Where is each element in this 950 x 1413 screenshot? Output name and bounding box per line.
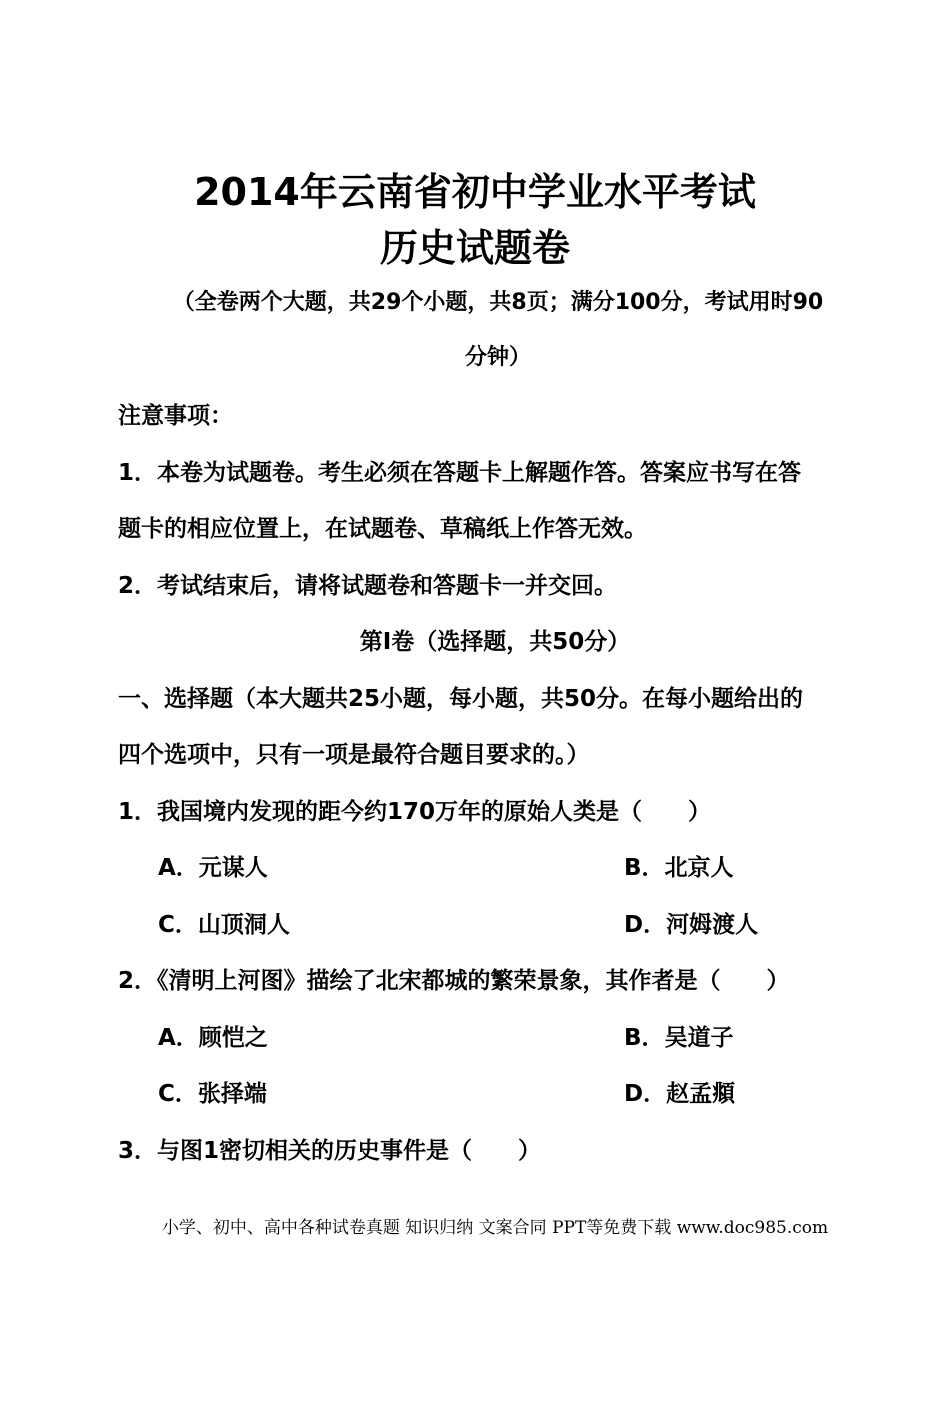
notice-item-1-line2: 题卡的相应位置上，在试题卷、草稿纸上作答无效。 [118, 516, 647, 542]
question-2-option-b: B．吴道子 [624, 1025, 734, 1051]
question-1-option-d: D．河姆渡人 [624, 912, 759, 938]
exam-info-line2: 分钟） [464, 345, 531, 370]
exam-info-line1: （全卷两个大题，共29个小题，共8页；满分100分，考试用时90 [172, 290, 824, 315]
exam-subject-title: 历史试题卷 [379, 226, 570, 270]
question-1-option-c: C．山顶洞人 [158, 912, 290, 938]
notice-heading: 注意事项： [118, 403, 233, 429]
question-1-option-a: A．元谋人 [158, 855, 268, 881]
question-2-option-d: D．赵孟頫 [624, 1081, 736, 1107]
footer-promo-text: 小学、初中、高中各种试卷真题 知识归纳 文案合同 PPT等免费下载 www.doc985.com [161, 1218, 829, 1238]
part-instruction-line1: 一、选择题（本大题共25小题，每小题，共50分。在每小题给出的 [118, 686, 804, 712]
question-3-stem: 3．与图1密切相关的历史事件是（ ） [118, 1138, 542, 1164]
question-2-option-a: A．顾恺之 [158, 1025, 268, 1051]
question-1-option-b: B．北京人 [624, 855, 734, 881]
notice-item-1-line1: 1．本卷为试题卷。考生必须在答题卡上解题作答。答案应书写在答 [118, 460, 802, 486]
question-1-stem: 1．我国境内发现的距今约170万年的原始人类是（ ） [118, 799, 712, 825]
notice-item-2: 2．考试结束后，请将试题卷和答题卡一并交回。 [118, 573, 618, 599]
exam-title: 2014年云南省初中学业水平考试 [194, 170, 756, 214]
question-2-option-c: C．张择端 [158, 1081, 267, 1107]
section-title: 第Ⅰ卷（选择题，共50分） [359, 629, 631, 655]
question-2-stem: 2．《清明上河图》描绘了北宋都城的繁荣景象，其作者是（ ） [118, 968, 790, 994]
part-instruction-line2: 四个选项中，只有一项是最符合题目要求的。） [118, 742, 590, 768]
